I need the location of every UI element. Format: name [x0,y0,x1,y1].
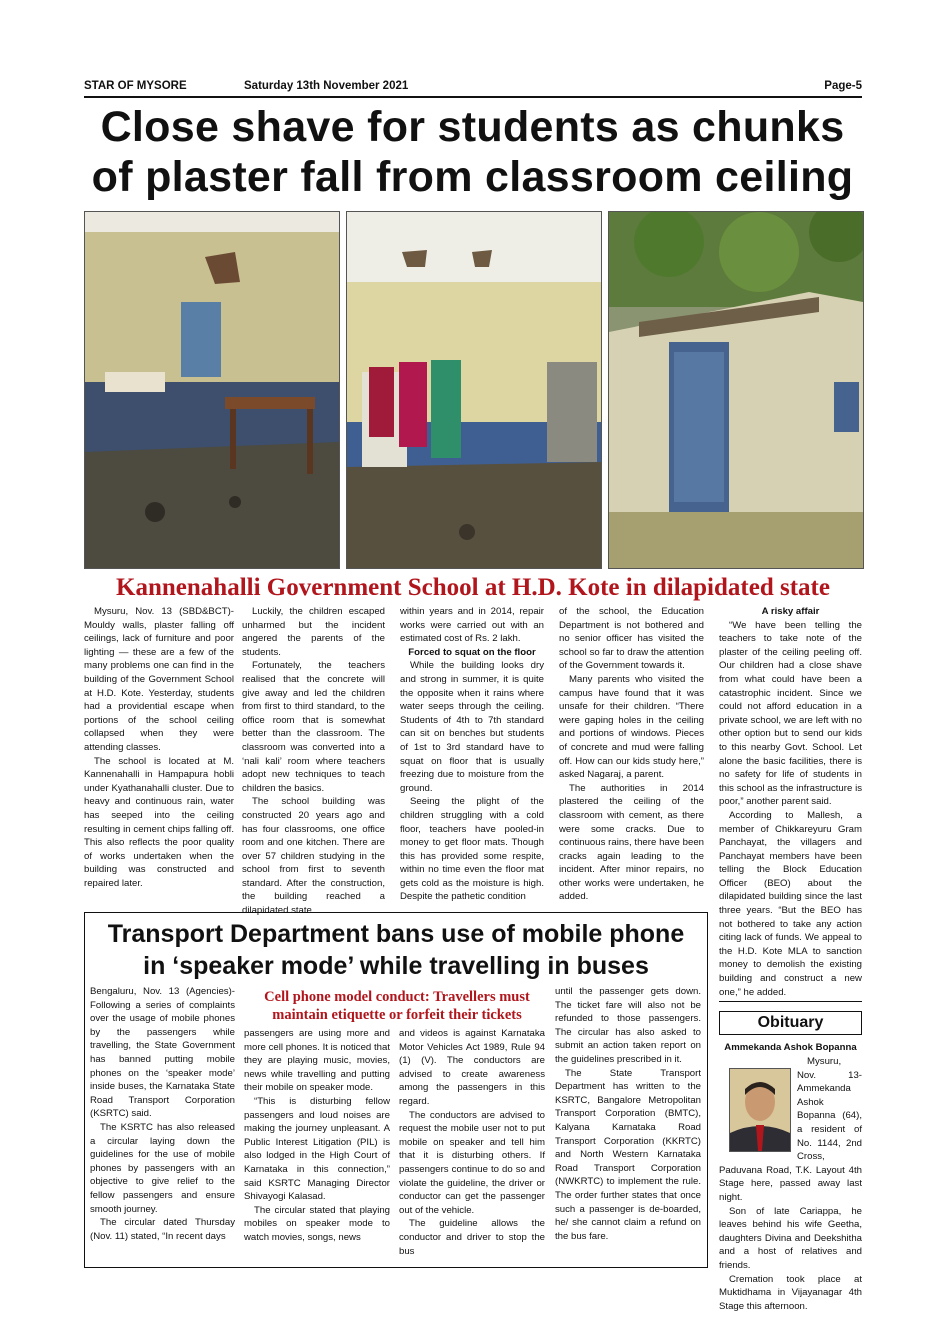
paragraph: The school is located at M. Kannenahalli in Hampapura hobli under Kyathanahalli cluster. Due to heavy and continuous rain, water has seeped into the ceiling resulting in cement chips falling off. This also reflects the poor quality of works undertaken when the building was constructed and repaired later. [84,755,234,889]
paragraph: The guideline allows the conductor and driver to stop the bus [399,1218,545,1257]
paragraph: Son of late Cariappa, he leaves behind his wife Geetha, daughters Divina and Deekshitha and a host of relatives and friends. [719,1205,862,1271]
page-number: Page-5 [824,80,862,92]
paragraph: The State Transport Department has written to the KSRTC, Bangalore Metropolitan Transport Corporation (BMTC), Kalyana Karnataka Road Transport Corporation (KKRTC) and North Western Karnataka Road Transport Corporation (NWKRTC) to implement the rule. The order further states that once such a passenger is de-boarded, he/ she cannot claim a refund on the bus fare. [555,1067,701,1242]
story2-column-4 [555,985,701,1243]
paragraph: Bengaluru, Nov. 13 (Agencies)- Following a series of complaints over the usage of mobile phones by the passengers while travelling, the State Government has banned putting mobile phones on the ‘speaker mode’ inside buses, the Karnataka State Road Transport Corporation (KSRTC) said. [90,986,235,1120]
transport-subheadline: Cell phone model conduct: Travellers must maintain etiquette or forfeit their tickets [264,989,530,1023]
paragraph: of the school, the Education Department is not bothered and no senior officer has visited the school so far to draw the attention of the Government towards it. [559,606,704,672]
paragraph: Cremation took place at Muktidhama in Vijayanagar 4th Stage this afternoon. [719,1273,862,1312]
story1-column-4 [559,605,704,904]
paragraph: The conductors are advised to request the mobile user not to put mobile on speaker and tell him that it is disturbing others. If passengers continue to do so and violate the guideline, the driver or conductor can get the passenger out of the vehicle. [399,1109,545,1216]
obituary-heading: Obituary [719,1011,862,1035]
story2-column-3 [399,1027,545,1258]
masthead [84,80,862,96]
transport-headline [84,918,708,982]
story1-column-2 [242,605,385,918]
main-headline-line-2: of plaster fall from classroom ceiling [91,153,854,201]
paragraph: “We have been telling the teachers to take note of the plaster of the ceiling peeling off. Our children had a close shave from what could have been a catastrophic incident. Since we could not afford education in a private school, we are left with no other option but to send our kids to this nearby Govt. School. Let alone the basic facilities, there is no safety for life of students in this school as the infrastructure is poor,” another parent said. [719,619,862,808]
paragraph: The school building was constructed 20 years ago and has four classrooms, one office room and one kitchen. There are over 57 children studying in the school from first to seventh standard. After the construction, the building reached a dilapidated state [242,796,385,917]
main-headline-line-1: Close shave for students as chunks [100,103,845,151]
paragraph: Fortunately, the teachers realised that the concrete will give away and led the children from first to third standard, to the office room that is somewhat better than the classroom. The classroom was converted into a ‘nali kali’ room where teachers adopt new techniques to teach children the basics. [242,660,385,794]
masthead-rule [84,96,862,98]
issue-date: Saturday 13th November 2021 [244,80,409,92]
paragraph: The authorities in 2014 plastered the ceiling of the classroom with cement, as there were some cracks. Due to continuous rains, there have been cracks again leading to the incident. After minor repairs, no other works were undertaken, he added. [559,782,704,903]
paragraph: The circular stated that playing mobiles on speaker mode to watch movies, songs, news [244,1204,390,1243]
transport-headline-line-2: in ‘speaker mode’ while travelling in buses [143,952,649,980]
story1-subhead-risky: A risky affair [761,606,820,617]
obituary-text [719,1055,862,1313]
paragraph: within years and in 2014, repair works were carried out with an estimated cost of Rs. 2 lakh. [400,606,544,645]
main-headline [60,102,885,202]
story2-column-1 [90,985,235,1243]
paragraph: Many parents who visited the campus have found that it was unsafe for their children. “There were gaping holes in the ceiling and portions of windows. Pieces of concrete and mud were falling off. How can our kids study here,” asked Nagaraj, a parent. [559,673,704,781]
paragraph: passengers are using more and more cell phones. It is noticed that they are playing music, movies, news while travelling and putting their mobile on speaker mode. [244,1028,390,1094]
paragraph: Mysuru, Nov. 13 (SBD&BCT)- Mouldy walls, plaster falling off ceilings, lack of furniture and poor lighting — these are a few of the many problems one can find in the building of the Government School at H.D. Kote. Yesterday, students had a providential escape when portions of the school ceiling collapsed when they were attending classes. [84,606,234,753]
paragraph: Luckily, the children escaped unharmed but the incident angered the parents of the students. [242,606,385,658]
story1-subhead-squat: Forced to squat on the floor [408,646,536,658]
transport-headline-line-1: Transport Department bans use of mobile phone [107,920,685,948]
obituary-portrait [729,1068,791,1152]
paragraph: “This is disturbing fellow passengers and loud noises are making the journey unpleasant. A Public Interest Litigation (PIL) is also lodged in the High Court of Karnataka in this connection,” said KSRTC Managing Director Shivayogi Kalasad. [244,1095,390,1203]
newspaper-name: STAR OF MYSORE [84,80,187,92]
paragraph: and videos is against Karnataka Motor Vehicles Act 1989, Rule 94 (1) (V). The conductors are advised to create awareness among the passengers in this regard. [399,1028,545,1107]
paragraph: According to Mallesh, a member of Chikkareyuru Gram Panchayat, the villagers and Panchayat members have been telling the Block Education Officer (BEO) about the dilapidated building since the last three years. “But the BEO has not bothered to take any action citing lack of funds. We appeal to the H.D. Kote MLA to sanction money to demolish the existing building and construct a new one,” he added. [719,809,862,998]
obituary-divider [719,1001,862,1002]
story2-column-2 [244,1027,390,1245]
story1-column-5 [719,605,862,999]
paragraph: Mysuru, Nov. 13- Ammekanda Ashok Bopanna (64), a resident of No. 1144, 2nd Cross, Paduvana Road, T.K. Layout 4th Stage here, passed away last night. [719,1056,862,1203]
photo-classroom-ceiling [346,211,602,569]
paragraph: While the building looks dry and strong in summer, it is quite the opposite when it rains where water seeps through the ceiling. Students of 4th to 7th standard can sit on benches but students of 1st to 3rd standard have to squat on floor that is usually freezing due to moisture from the ground. [400,660,544,794]
paragraph: The KSRTC has also released a circular laying down the guidelines for the use of mobile phones by passengers with an objective to give relief to the fellow passengers and ensure smooth journey. [90,1121,235,1215]
paragraph: The circular dated Thursday (Nov. 11) stated, “In recent days [90,1217,235,1242]
story-kicker-headline: Kannenahalli Government School at H.D. Kote in dilapidated state [116,574,830,601]
story1-column-1 [84,605,234,890]
paragraph: until the passenger gets down. The ticket fare will also not be refunded to those passengers. The circular has also asked to submit an action taken report on the guidelines prescribed in it. [555,986,701,1065]
story1-column-3 [400,605,544,904]
obituary-name: Ammekanda Ashok Bopanna [724,1042,857,1053]
paragraph: Seeing the plight of the children struggling with a cold floor, teachers have pooled-in money to get floor mats. Though this has provided some respite, within no time even the floor mat gets cold as the moisture is high. Despite the pathetic condition [400,796,544,903]
photo-school-exterior [608,211,864,569]
photo-classroom-debris [84,211,340,569]
